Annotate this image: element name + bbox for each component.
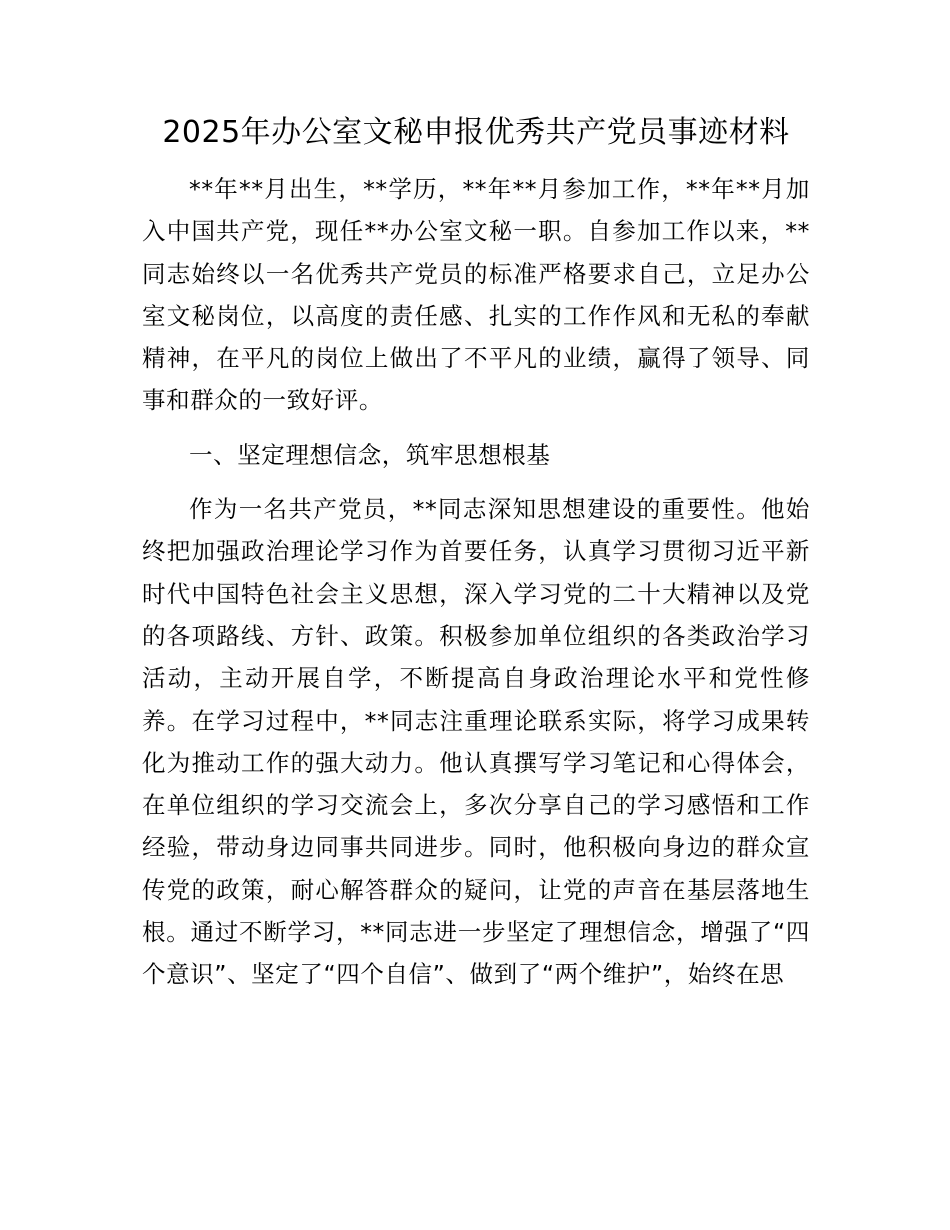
document-page	[142, 112, 810, 996]
document-title: 2025年办公室文秘申报优秀共产党员事迹材料	[162, 115, 790, 150]
section-heading: 一、坚定理想信念，筑牢思想根基	[189, 440, 551, 469]
section-paragraph: 作为一名共产党员，**同志深知思想建设的重要性。他始终把加强政治理论学习作为首要任务，认真学习贯彻习近平新时代中国特色社会主义思想，深入学习党的二十大精神以及党的各项路线、方针、政策。积极参加单位组织的各类政治学习活动，主动开展自学，不断提高自身政治理论水平和党性修养。在学习过程中，**同志注重理论联系实际，将学习成果转化为推动工作的强大动力。他认真撰写学习笔记和心得体会，在单位组织的学习交流会上，多次分享自己的学习感悟和工作经验，带动身边同事共同进步。同时，他积极向身边的群众宣传党的政策，耐心解答群众的疑问，让党的声音在基层落地生根。通过不断学习，**同志进一步坚定了理想信念，增强了“四个意识”、坚定了“四个自信”、做到了“两个维护”，始终在思	[142, 495, 810, 989]
intro-paragraph: **年**月出生，**学历，**年**月参加工作，**年**月加入中国共产党，现任**办公室文秘一职。自参加工作以来，**同志始终以一名优秀共产党员的标准严格要求自己，立足办公室文秘岗位，以高度的责任感、扎实的工作作风和无私的奉献精神，在平凡的岗位上做出了不平凡的业绩，赢得了领导、同事和群众的一致好评。	[142, 175, 810, 415]
